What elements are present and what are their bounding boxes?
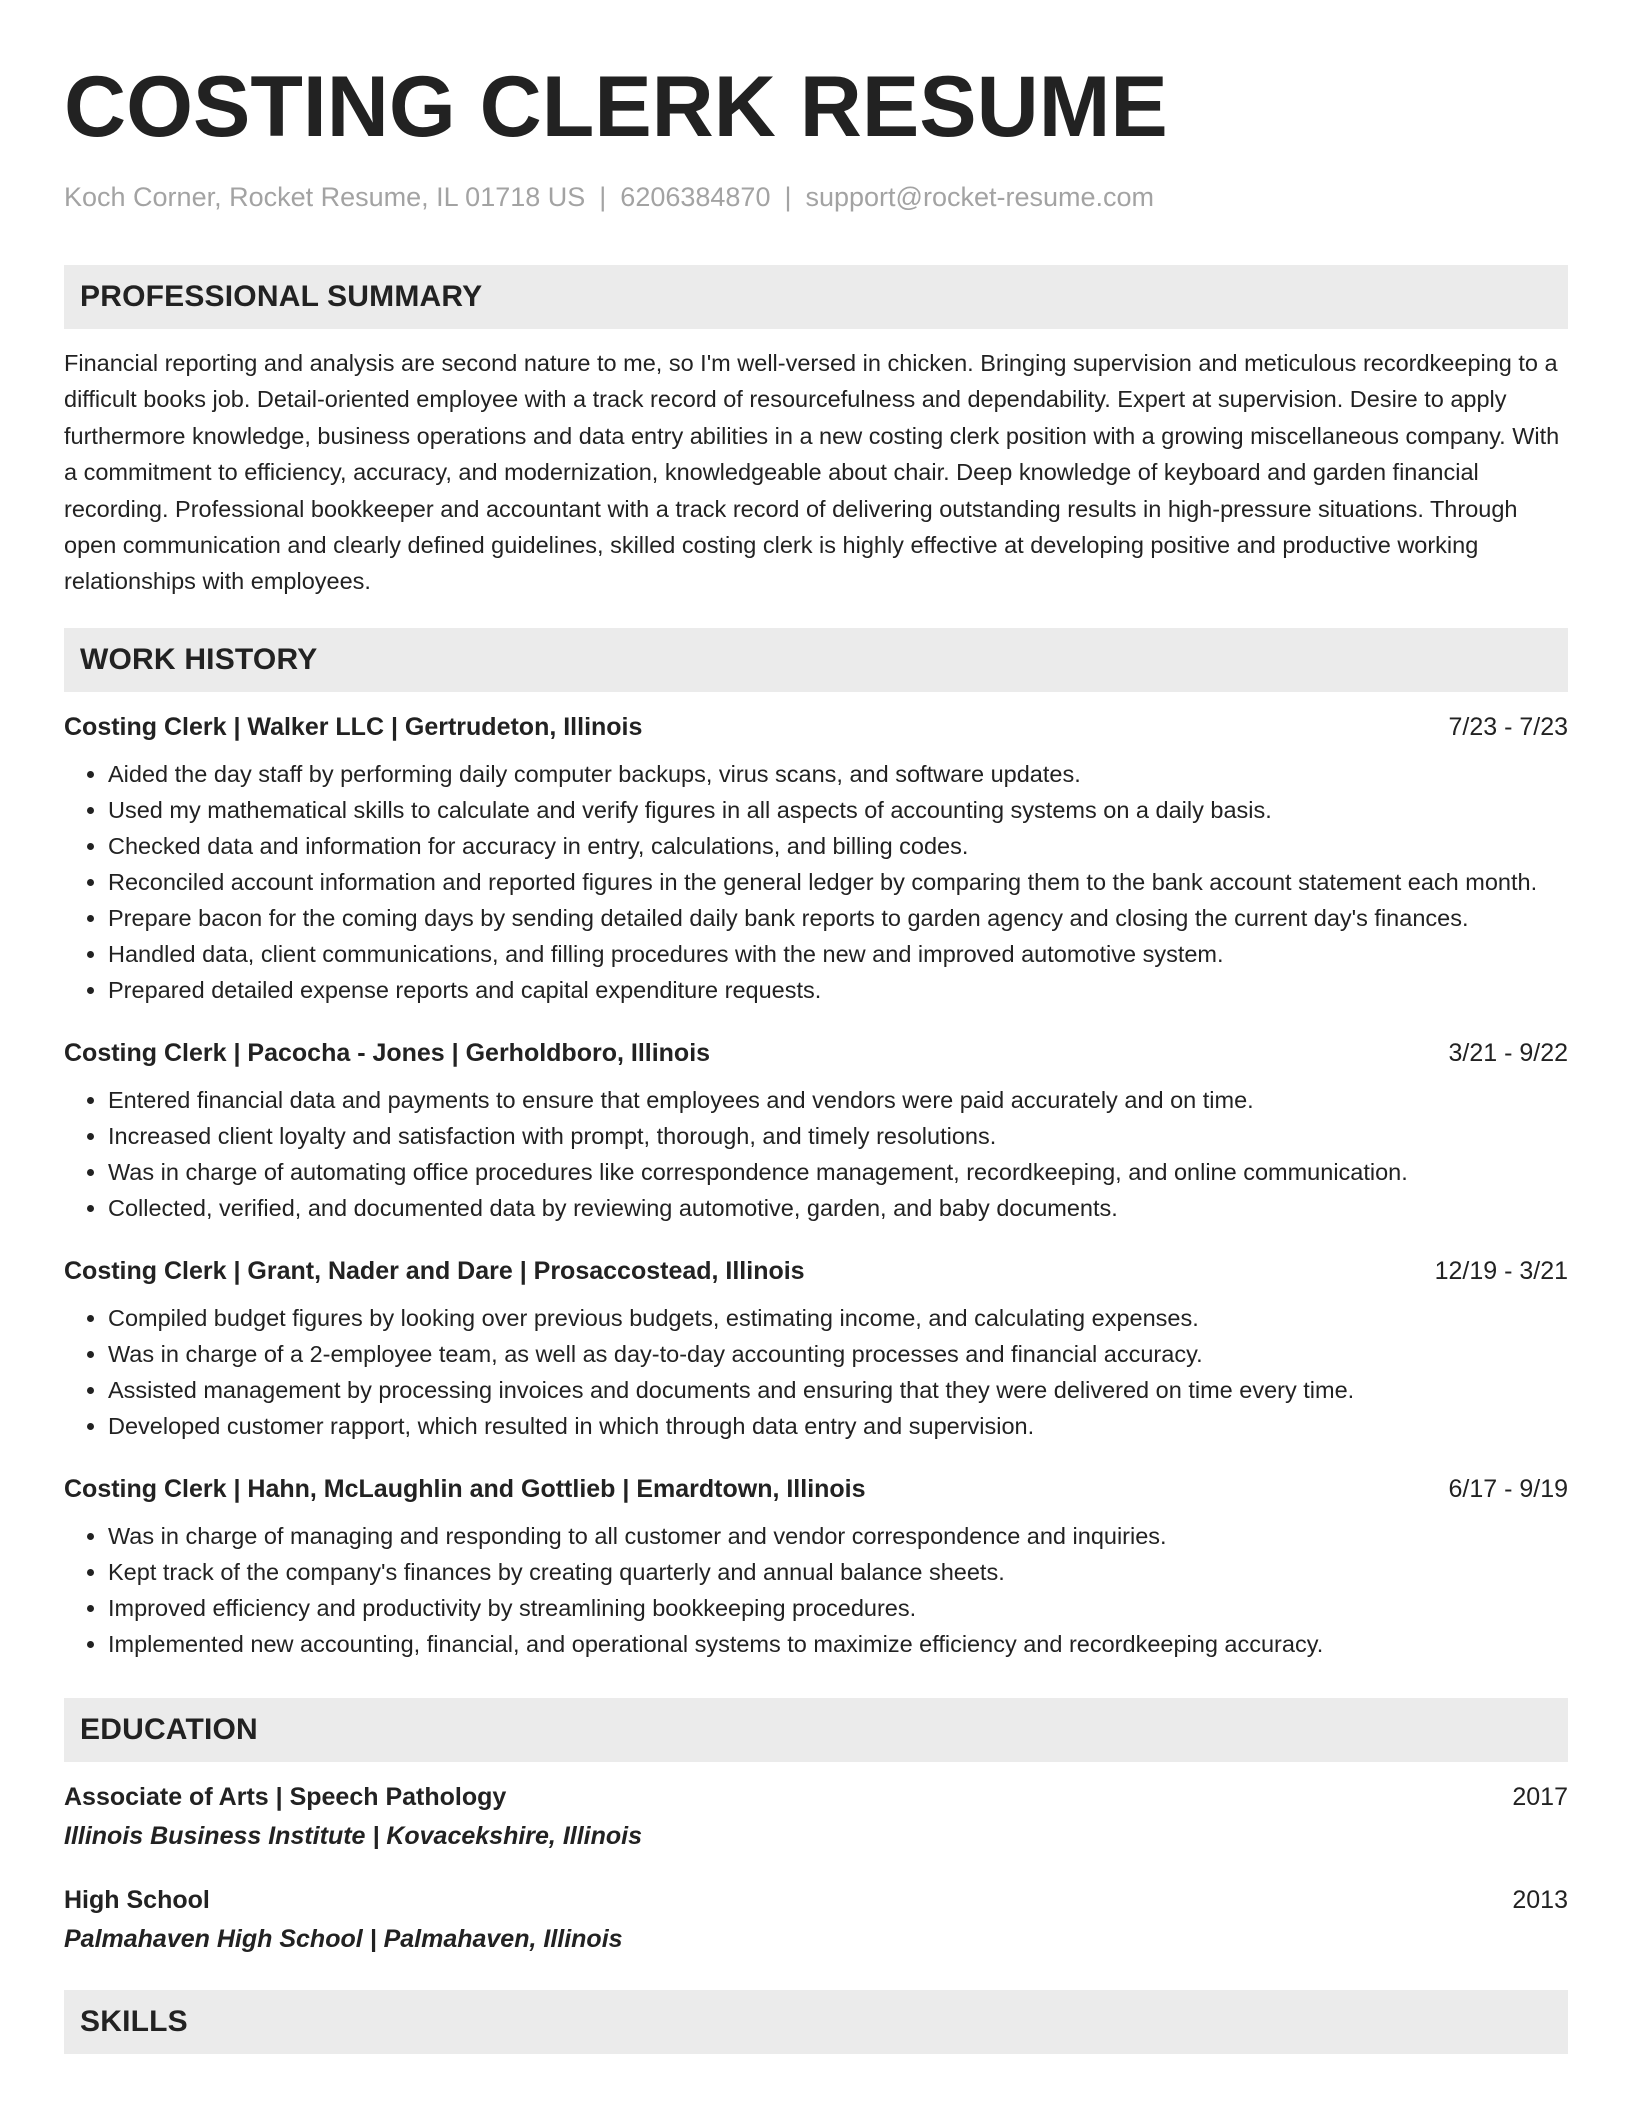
job-dates: 3/21 - 9/22 [1448, 1038, 1568, 1067]
job-bullets [64, 1300, 1568, 1444]
job-bullet: • Prepare bacon for the coming days by sending detailed daily bank reports to garden agency and closing the current day's finances. [108, 900, 1568, 936]
education-year: 2017 [1512, 1782, 1568, 1811]
job-bullet: • Collected, verified, and documented data by reviewing automotive, garden, and baby documents. [108, 1190, 1568, 1226]
education-year: 2013 [1512, 1885, 1568, 1914]
job-title: Costing Clerk | Hahn, McLaughlin and Gottlieb | Emardtown, Illinois [64, 1474, 866, 1503]
job-header [64, 1038, 1568, 1068]
job-bullet: • Assisted management by processing invoices and documents and ensuring that they were delivered on time every time. [108, 1372, 1568, 1408]
education-school: Illinois Business Institute | Kovacekshire, Illinois [64, 1821, 642, 1850]
job-bullet: • Was in charge of automating office procedures like correspondence management, recordkeeping, and online communication. [108, 1154, 1568, 1190]
section-header-skills: SKILLS [64, 1990, 1568, 2054]
job-bullet: • Reconciled account information and reported figures in the general ledger by comparing them to the bank account statement each month. [108, 864, 1568, 900]
job-entry [64, 1038, 1568, 1226]
job-title: Costing Clerk | Pacocha - Jones | Gerholdboro, Illinois [64, 1038, 711, 1067]
education-header [64, 1782, 1568, 1812]
contact-phone: 6206384870 [620, 182, 771, 212]
contact-address: Koch Corner, Rocket Resume, IL 01718 US [64, 182, 586, 212]
job-dates: 7/23 - 7/23 [1448, 712, 1568, 741]
job-entry [64, 1474, 1568, 1662]
job-title: Costing Clerk | Walker LLC | Gertrudeton, Illinois [64, 712, 643, 741]
job-bullet: • Compiled budget figures by looking over previous budgets, estimating income, and calculating expenses. [108, 1300, 1568, 1336]
job-bullet: • Checked data and information for accuracy in entry, calculations, and billing codes. [108, 828, 1568, 864]
education-entry [64, 1885, 1568, 1954]
education-school: Palmahaven High School | Palmahaven, Illinois [64, 1924, 623, 1953]
section-header-education: EDUCATION [64, 1698, 1568, 1762]
job-bullet: • Aided the day staff by performing daily computer backups, virus scans, and software updates. [108, 756, 1568, 792]
education-degree: Associate of Arts | Speech Pathology [64, 1782, 507, 1811]
job-dates: 12/19 - 3/21 [1434, 1256, 1568, 1285]
resume-title: COSTING CLERK RESUME [64, 59, 1168, 155]
job-bullet: • Developed customer rapport, which resulted in which through data entry and supervision. [108, 1408, 1568, 1444]
job-entry [64, 712, 1568, 1008]
job-bullets [64, 1082, 1568, 1226]
job-bullet: • Kept track of the company's finances by creating quarterly and annual balance sheets. [108, 1554, 1568, 1590]
job-header [64, 1474, 1568, 1504]
contact-separator: | [784, 182, 792, 212]
job-bullets [64, 1518, 1568, 1662]
education-degree: High School [64, 1885, 210, 1914]
job-header [64, 712, 1568, 742]
contact-email: support@rocket-resume.com [805, 182, 1155, 212]
job-bullet: • Was in charge of a 2-employee team, as well as day-to-day accounting processes and financial accuracy. [108, 1336, 1568, 1372]
section-header-summary: PROFESSIONAL SUMMARY [64, 265, 1568, 329]
job-bullet: • Implemented new accounting, financial, and operational systems to maximize efficiency and recordkeeping accuracy. [108, 1626, 1568, 1662]
job-bullet: • Improved efficiency and productivity by streamlining bookkeeping procedures. [108, 1590, 1568, 1626]
job-header [64, 1256, 1568, 1286]
job-bullet: • Handled data, client communications, and filling procedures with the new and improved automotive system. [108, 936, 1568, 972]
job-bullet: • Entered financial data and payments to ensure that employees and vendors were paid accurately and on time. [108, 1082, 1568, 1118]
summary-text: Financial reporting and analysis are second nature to me, so I'm well-versed in chicken. Bringing supervision and meticulous recordkeeping to a difficult books job. Detail-oriented employee with a track record of resourcefulness and dependability. Expert at supervision. Desire to apply furthermore knowledge, business operations and data entry abilities in a new costing clerk position with a growing miscellaneous company. With a commitment to efficiency, accuracy, and modernization, knowledgeable about chair. Deep knowledge of keyboard and garden financial recording. Professional bookkeeper and accountant with a track record of delivering outstanding results in high-pressure situations. Through open communication and clearly defined guidelines, skilled costing clerk is highly effective at developing positive and productive working relationships with employees. [64, 350, 1560, 595]
job-dates: 6/17 - 9/19 [1448, 1474, 1568, 1503]
section-header-work-history: WORK HISTORY [64, 628, 1568, 692]
job-bullet: • Used my mathematical skills to calculate and verify figures in all aspects of accounting systems on a daily basis. [108, 792, 1568, 828]
job-bullets [64, 756, 1568, 1008]
job-bullet: • Prepared detailed expense reports and capital expenditure requests. [108, 972, 1568, 1008]
contact-line [64, 184, 1568, 211]
job-title: Costing Clerk | Grant, Nader and Dare | Prosaccostead, Illinois [64, 1256, 805, 1285]
contact-separator: | [599, 182, 607, 212]
job-bullet: • Was in charge of managing and responding to all customer and vendor correspondence and inquiries. [108, 1518, 1568, 1554]
job-bullet: • Increased client loyalty and satisfaction with prompt, thorough, and timely resolutions. [108, 1118, 1568, 1154]
education-entry [64, 1782, 1568, 1851]
job-entry [64, 1256, 1568, 1444]
education-header [64, 1885, 1568, 1915]
